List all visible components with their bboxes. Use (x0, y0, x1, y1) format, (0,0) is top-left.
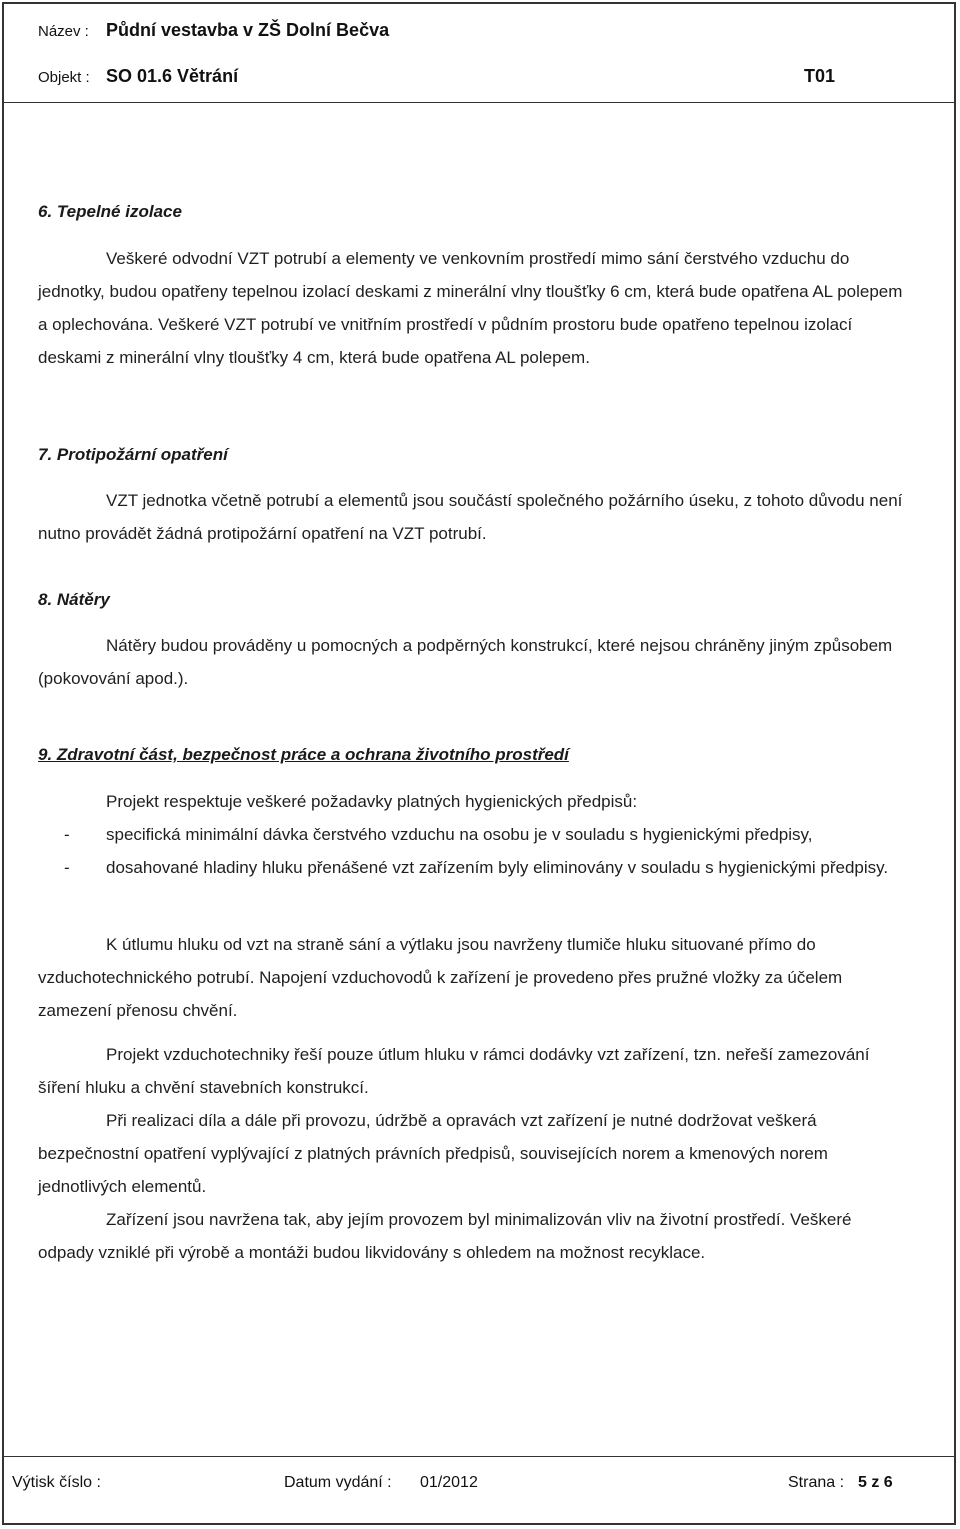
issue-date-value: 01/2012 (420, 1474, 478, 1491)
header-name-row (38, 20, 936, 41)
print-number-label: Výtisk číslo : (12, 1474, 101, 1491)
bullet-dash: - (64, 825, 70, 844)
section-8-paragraph: Nátěry budou prováděny u pomocných a podpěrných konstrukcí, které nejsou chráněny jiným způsobem (pokovování apod.). (38, 636, 893, 688)
section-6-heading: 6. Tepelné izolace (38, 202, 182, 221)
environment-paragraph: Zařízení jsou navržena tak, aby jejím provozem byl minimalizován vliv na životní prostředí. Veškeré odpady vzniklé při výrobě a montáži budou likvidovány s ohledem na možnost recyklace. (38, 1210, 852, 1262)
section-9-heading: 9. Zdravotní část, bezpečnost práce a ochrana životního prostředí (38, 745, 569, 764)
noise-paragraph: K útlumu hluku od vzt na straně sání a výtlaku jsou navrženy tlumiče hluku situované přímo do vzduchotechnického potrubí. Napojení vzduchovodů k zařízení je provedeno přes pružné vložky za účelem zamezení přenosu chvění. (38, 935, 843, 1020)
bullet-text: dosahované hladiny hluku přenášené vzt zařízením byly eliminovány v souladu s hygienickými předpisy. (106, 858, 889, 877)
header-divider (2, 102, 956, 103)
list-item (38, 851, 908, 884)
section-9-intro: Projekt respektuje veškeré požadavky platných hygienických předpisů: (106, 792, 638, 811)
object-value: SO 01.6 Větrání (106, 66, 239, 86)
name-label: Název : (38, 23, 89, 40)
section-6-paragraph: Veškeré odvodní VZT potrubí a elementy ve venkovním prostředí mimo sání čerstvého vzduchu do jednotky, budou opatřeny tepelnou izolací deskami z minerální vlny tloušťky 6 cm, která bude opatřena AL polepem a oplechována. Veškeré VZT potrubí ve vnitřním prostředí v půdním prostoru bude opatřeno tepelnou izolací deskami z minerální vlny tloušťky 4 cm, která bude opatřena AL polepem. (38, 249, 903, 367)
issue-date-label: Datum vydání : (284, 1474, 392, 1491)
object-label: Objekt : (38, 69, 90, 86)
page-label: Strana : (788, 1474, 845, 1491)
list-item (38, 818, 908, 851)
header-object-row (38, 66, 936, 87)
safety-paragraph: Při realizaci díla a dále při provozu, údržbě a opravách vzt zařízení je nutné dodržovat veškerá bezpečnostní opatření vyplývající z platných právních předpisů, souvisejících norem a kmenových norem jednotlivých elementů. (38, 1111, 828, 1196)
project-name: Půdní vestavba v ZŠ Dolní Bečva (106, 20, 390, 40)
section-7-heading: 7. Protipožární opatření (38, 445, 228, 464)
page-number: 5 z 6 (858, 1474, 893, 1491)
section-8-heading: 8. Nátěry (38, 590, 110, 609)
bullet-dash: - (64, 858, 70, 877)
page-footer (12, 1474, 902, 1496)
document-code: T01 (804, 66, 836, 86)
footer-divider (2, 1456, 956, 1457)
section-7-paragraph: VZT jednotka včetně potrubí a elementů jsou součástí společného požárního úseku, z tohoto důvodu není nutno provádět žádná protipožární opatření na VZT potrubí. (38, 491, 903, 543)
bullet-text: specifická minimální dávka čerstvého vzduchu na osobu je v souladu s hygienickými předpisy, (106, 825, 813, 844)
scope-paragraph: Projekt vzduchotechniky řeší pouze útlum hluku v rámci dodávky vzt zařízení, tzn. neřeší zamezování šíření hluku a chvění stavebních konstrukcí. (38, 1045, 870, 1097)
